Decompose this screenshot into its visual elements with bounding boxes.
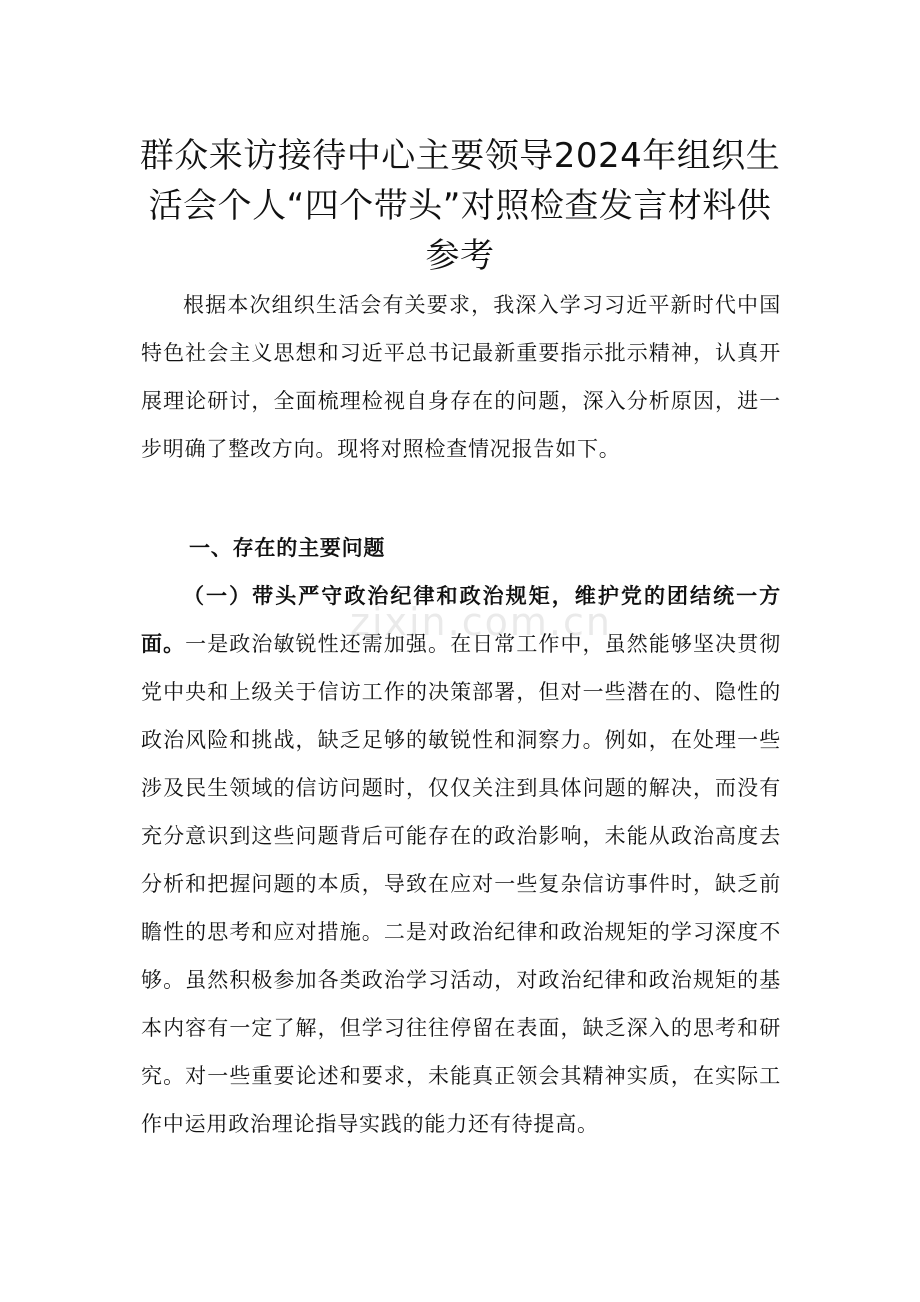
subsection-body: 一是政治敏锐性还需加强。在日常工作中，虽然能够坚决贯彻党中央和上级关于信访工作的决策部署，但对一些潜在的、隐性的政治风险和挑战，缺乏足够的敏锐性和洞察力。例如，在处理一些涉及民生领域的信访问题时，仅仅关注到具体问题的解决，而没有充分意识到这些问题背后可能存在的政治影响，未能从政治高度去分析和把握问题的本质，导致在应对一些复杂信访事件时，缺乏前瞻性的思考和应对措施。二是对政治纪律和政治规矩的学习深度不够。虽然积极参加各类政治学习活动，对政治纪律和政治规矩的基本内容有一定了解，但学习往往停留在表面，缺乏深入的思考和研究。对一些重要论述和要求，未能真正领会其精神实质，在实际工作中运用政治理论指导实践的能力还有待提高。 (141, 632, 781, 1136)
subsection-paragraph (141, 572, 781, 1148)
intro-paragraph: 根据本次组织生活会有关要求，我深入学习习近平新时代中国特色社会主义思想和习近平总书记最新重要指示批示精神，认真开展理论研讨，全面梳理检视自身存在的问题，深入分析原因，进一步明确了整改方向。现将对照检查情况报告如下。 (141, 293, 781, 461)
section-heading: 一、存在的主要问题 (189, 535, 386, 560)
document-title: 群众来访接待中心主要领导2024年组织生活会个人“四个带头”对照检查发言材料供参考 (139, 136, 781, 276)
subsection-heading: （一）带头严守政治纪律和政治规矩，维护党的团结统一方面。 (141, 583, 781, 656)
watermark: zixin.com.cn (350, 600, 612, 644)
